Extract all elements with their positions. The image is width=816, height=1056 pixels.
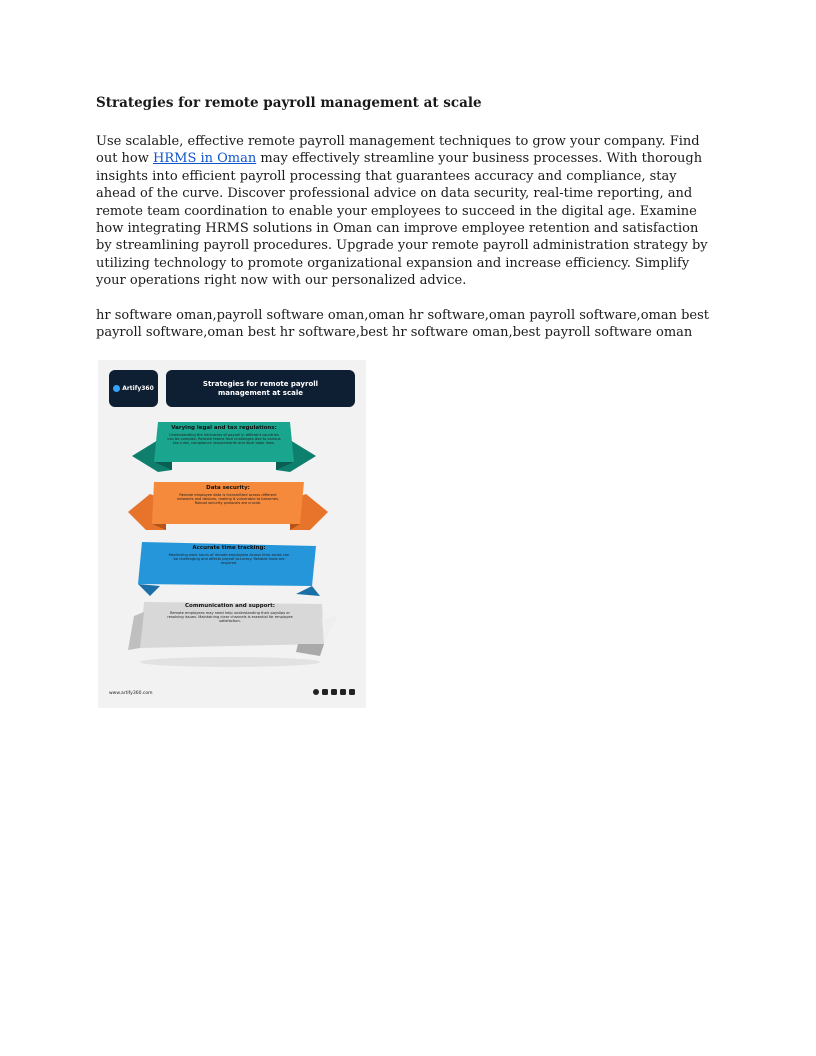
ribbon-communication	[126, 600, 340, 670]
social-icons	[313, 689, 355, 695]
section-heading: Communication and support:	[185, 603, 275, 609]
ribbon-data-security	[128, 480, 328, 536]
instagram-icon	[322, 689, 328, 695]
infographic-title: Strategies for remote payroll management at scale	[166, 370, 355, 407]
footer-url: www.artify360.com	[109, 691, 153, 696]
twitter-icon	[331, 689, 337, 695]
section-heading: Accurate time tracking:	[192, 545, 266, 551]
section-heading: Data security:	[206, 485, 250, 491]
document-body	[96, 92, 716, 358]
logo-text: Artify360	[122, 385, 154, 392]
intro-paragraph	[96, 133, 716, 290]
youtube-icon	[349, 689, 355, 695]
hrms-oman-link[interactable]: HRMS in Oman	[153, 151, 257, 167]
facebook-icon	[313, 689, 319, 695]
keywords-paragraph: hr software oman,payroll software oman,oman hr software,oman payroll software,oman best payroll software,oman best hr software,best hr software oman,best payroll software oman	[96, 307, 710, 341]
section-body: Understanding the intricacies of payroll in different countries can be complex. Remote teams face challenges due to various tax rules, compliance requirements and local labor laws.	[167, 432, 281, 446]
section-body: Remote employee data is transmitted across different networks and devices, making it vulnerable to breaches. Robust security protocols are crucial.	[176, 492, 280, 506]
intro-text-start: Use scalable, effective remote payroll management techniques to grow your company. Find out how	[96, 134, 700, 167]
ribbon-time-tracking	[136, 540, 322, 598]
section-heading: Varying legal and tax regulations:	[171, 425, 277, 431]
logo	[109, 370, 158, 407]
section-body: Remote employees may need help understanding their payslips or resolving issues. Maintaining clear channels is essential for employee satisfaction.	[167, 610, 293, 624]
section-body: Monitoring work hours of remote employees across time zones can be challenging and affects payroll accuracy. Reliable tools are required.	[168, 552, 290, 566]
intro-text-end: may effectively streamline your business processes. With thorough insights into efficient payroll processing that guarantees accuracy and compliance, stay ahead of the curve. Discover professional advice on data security, real-time reporting, and remote team coordination to enable your employees to succeed in the digital age. Examine how integrating HRMS solutions in Oman can improve employee retention and satisfaction by streamlining payroll procedures. Upgrade your remote payroll administration strategy by utilizing technology to promote organizational expansion and increase efficiency. Simplify your operations right now with our personalized advice.	[96, 151, 708, 289]
logo-mark-icon	[113, 385, 120, 392]
infographic-image	[98, 360, 366, 708]
linkedin-icon	[340, 689, 346, 695]
page-title: Strategies for remote payroll management at scale	[96, 95, 482, 111]
ribbon-legal-tax	[132, 422, 316, 474]
